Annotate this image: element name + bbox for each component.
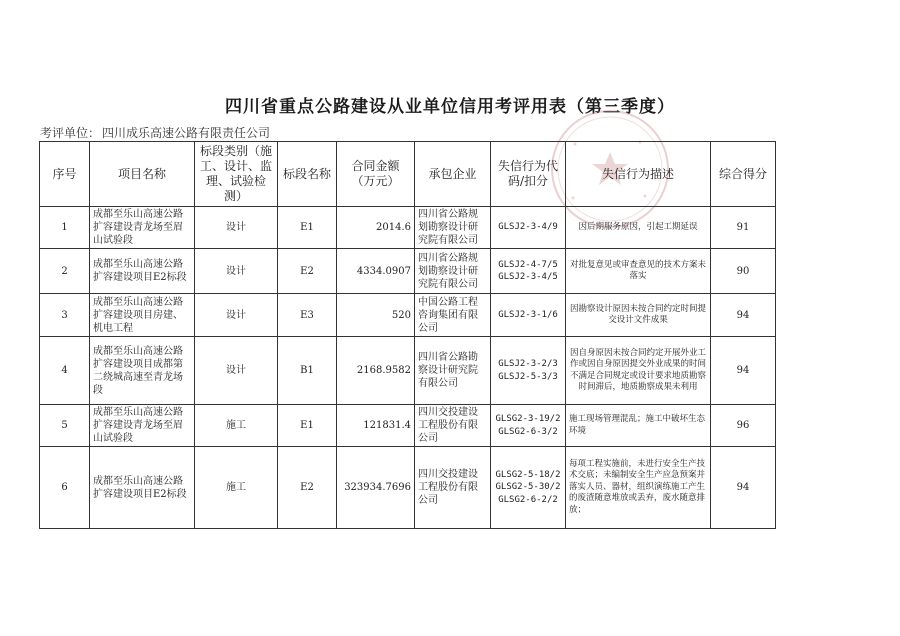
row-seq: 4 xyxy=(40,337,90,405)
table-row xyxy=(40,405,776,447)
row-score: 94 xyxy=(711,447,776,529)
row-description: 因自身原因未按合同约定开展外业工作或因自身原因提交外业成果的时间不满足合同规定或设计要求地质勘察时间滞后，地质勘察成果未利用 xyxy=(566,337,711,405)
table-header-row xyxy=(40,142,776,207)
row-description: 施工现场管理混乱；施工中破坏生态环境 xyxy=(566,405,711,447)
header-section: 标段名称 xyxy=(278,142,337,207)
row-section: E3 xyxy=(278,294,337,337)
row-code: GLSJ2-5-3/3 xyxy=(498,371,558,382)
row-category: 设计 xyxy=(195,249,278,294)
row-section: E1 xyxy=(278,207,337,249)
row-project: 成都至乐山高速公路扩容建设项目房建、机电工程 xyxy=(90,294,195,337)
header-code: 失信行为代码/扣分 xyxy=(491,142,566,207)
row-contractor: 四川交投建设工程股份有限公司 xyxy=(415,447,491,529)
row-category: 设计 xyxy=(195,207,278,249)
table-row xyxy=(40,447,776,529)
row-score: 91 xyxy=(711,207,776,249)
row-score: 96 xyxy=(711,405,776,447)
row-score: 94 xyxy=(711,337,776,405)
row-code: GLSG2-5-30/2 xyxy=(495,482,561,493)
row-category: 设计 xyxy=(195,337,278,405)
document-title: 四川省重点公路建设从业单位信用考评用表（第三季度） xyxy=(225,97,675,117)
row-amount: 323934.7696 xyxy=(337,447,415,529)
credit-evaluation-table xyxy=(39,141,776,529)
row-code: GLSG2-6-2/2 xyxy=(498,494,558,505)
row-code: GLSJ2-3-4/5 xyxy=(498,272,558,282)
row-codes xyxy=(491,337,566,405)
table-row xyxy=(40,249,776,294)
header-seq: 序号 xyxy=(40,142,90,207)
row-description: 对批复意见或审查意见的技术方案未落实 xyxy=(566,249,711,294)
row-description: 因勘察设计原因未按合同约定时间提交设计文件成果 xyxy=(566,294,711,337)
row-codes xyxy=(491,207,566,249)
row-category: 施工 xyxy=(195,405,278,447)
row-amount: 4334.0907 xyxy=(337,249,415,294)
row-amount: 2168.9582 xyxy=(337,337,415,405)
row-description: 因后期服务原因，引起工期延误 xyxy=(566,207,711,249)
row-code: GLSG2-6-3/2 xyxy=(498,426,558,437)
header-amount: 合同金额（万元） xyxy=(337,142,415,207)
row-project: 成都至乐山高速公路扩容建设项目E2标段 xyxy=(90,249,195,294)
row-code: GLSJ2-3-4/9 xyxy=(498,222,558,233)
row-contractor: 四川交投建设工程股份有限公司 xyxy=(415,405,491,447)
row-section: E2 xyxy=(278,249,337,294)
header-project: 项目名称 xyxy=(90,142,195,207)
row-project: 成都至乐山高速公路扩容建设项目E2标段 xyxy=(90,447,195,529)
row-score: 94 xyxy=(711,294,776,337)
row-amount: 121831.4 xyxy=(337,405,415,447)
row-amount: 2014.6 xyxy=(337,207,415,249)
row-contractor: 四川省公路勘察设计研究院有限公司 xyxy=(415,337,491,405)
row-codes xyxy=(491,447,566,529)
row-contractor: 四川省公路规划勘察设计研究院有限公司 xyxy=(415,207,491,249)
header-category: 标段类别（施工、设计、监理、试验检测） xyxy=(195,142,278,207)
row-description: 每项工程实施前，未进行安全生产技术交底；未编制安全生产应急预案并落实人员、器材，组织演练施工产生的废渣随意堆放或丢弃，废水随意排放； xyxy=(566,447,711,529)
table-row xyxy=(40,207,776,249)
row-seq: 2 xyxy=(40,249,90,294)
row-amount: 520 xyxy=(337,294,415,337)
evaluated-unit-label: 考评单位： xyxy=(40,126,101,140)
row-project: 成都至乐山高速公路扩容建设青龙场至眉山试验段 xyxy=(90,207,195,249)
row-seq: 3 xyxy=(40,294,90,337)
row-code: GLSG2-3-19/2 xyxy=(495,414,561,425)
row-category: 设计 xyxy=(195,294,278,337)
row-code: GLSJ2-3-2/3 xyxy=(498,359,558,370)
row-code: GLSJ2-4-7/5 xyxy=(498,259,558,270)
row-seq: 6 xyxy=(40,447,90,529)
row-section: B1 xyxy=(278,337,337,405)
evaluated-unit-value: 四川成乐高速公路有限责任公司 xyxy=(102,126,271,140)
row-contractor: 中国公路工程咨询集团有限公司 xyxy=(415,294,491,337)
header-description: 失信行为描述 xyxy=(566,142,711,207)
table-row xyxy=(40,337,776,405)
row-section: E2 xyxy=(278,447,337,529)
row-project: 成都至乐山高速公路扩容建设青龙场至眉山试验段 xyxy=(90,405,195,447)
row-code: GLSJ2-3-1/6 xyxy=(498,309,558,320)
row-contractor: 四川省公路规划勘察设计研究院有限公司 xyxy=(415,249,491,294)
table-row xyxy=(40,294,776,337)
evaluated-unit xyxy=(40,124,272,141)
row-category: 施工 xyxy=(195,447,278,529)
row-seq: 1 xyxy=(40,207,90,249)
row-score: 90 xyxy=(711,249,776,294)
row-codes xyxy=(491,294,566,337)
row-codes xyxy=(491,249,566,294)
header-contractor: 承包企业 xyxy=(415,142,491,207)
row-section: E1 xyxy=(278,405,337,447)
row-code: GLSG2-5-18/2 xyxy=(495,470,561,481)
row-project: 成都至乐山高速公路扩容建设项目成都第二绕城高速至青龙场段 xyxy=(90,337,195,405)
row-codes xyxy=(491,405,566,447)
header-score: 综合得分 xyxy=(711,142,776,207)
row-seq: 5 xyxy=(40,405,90,447)
